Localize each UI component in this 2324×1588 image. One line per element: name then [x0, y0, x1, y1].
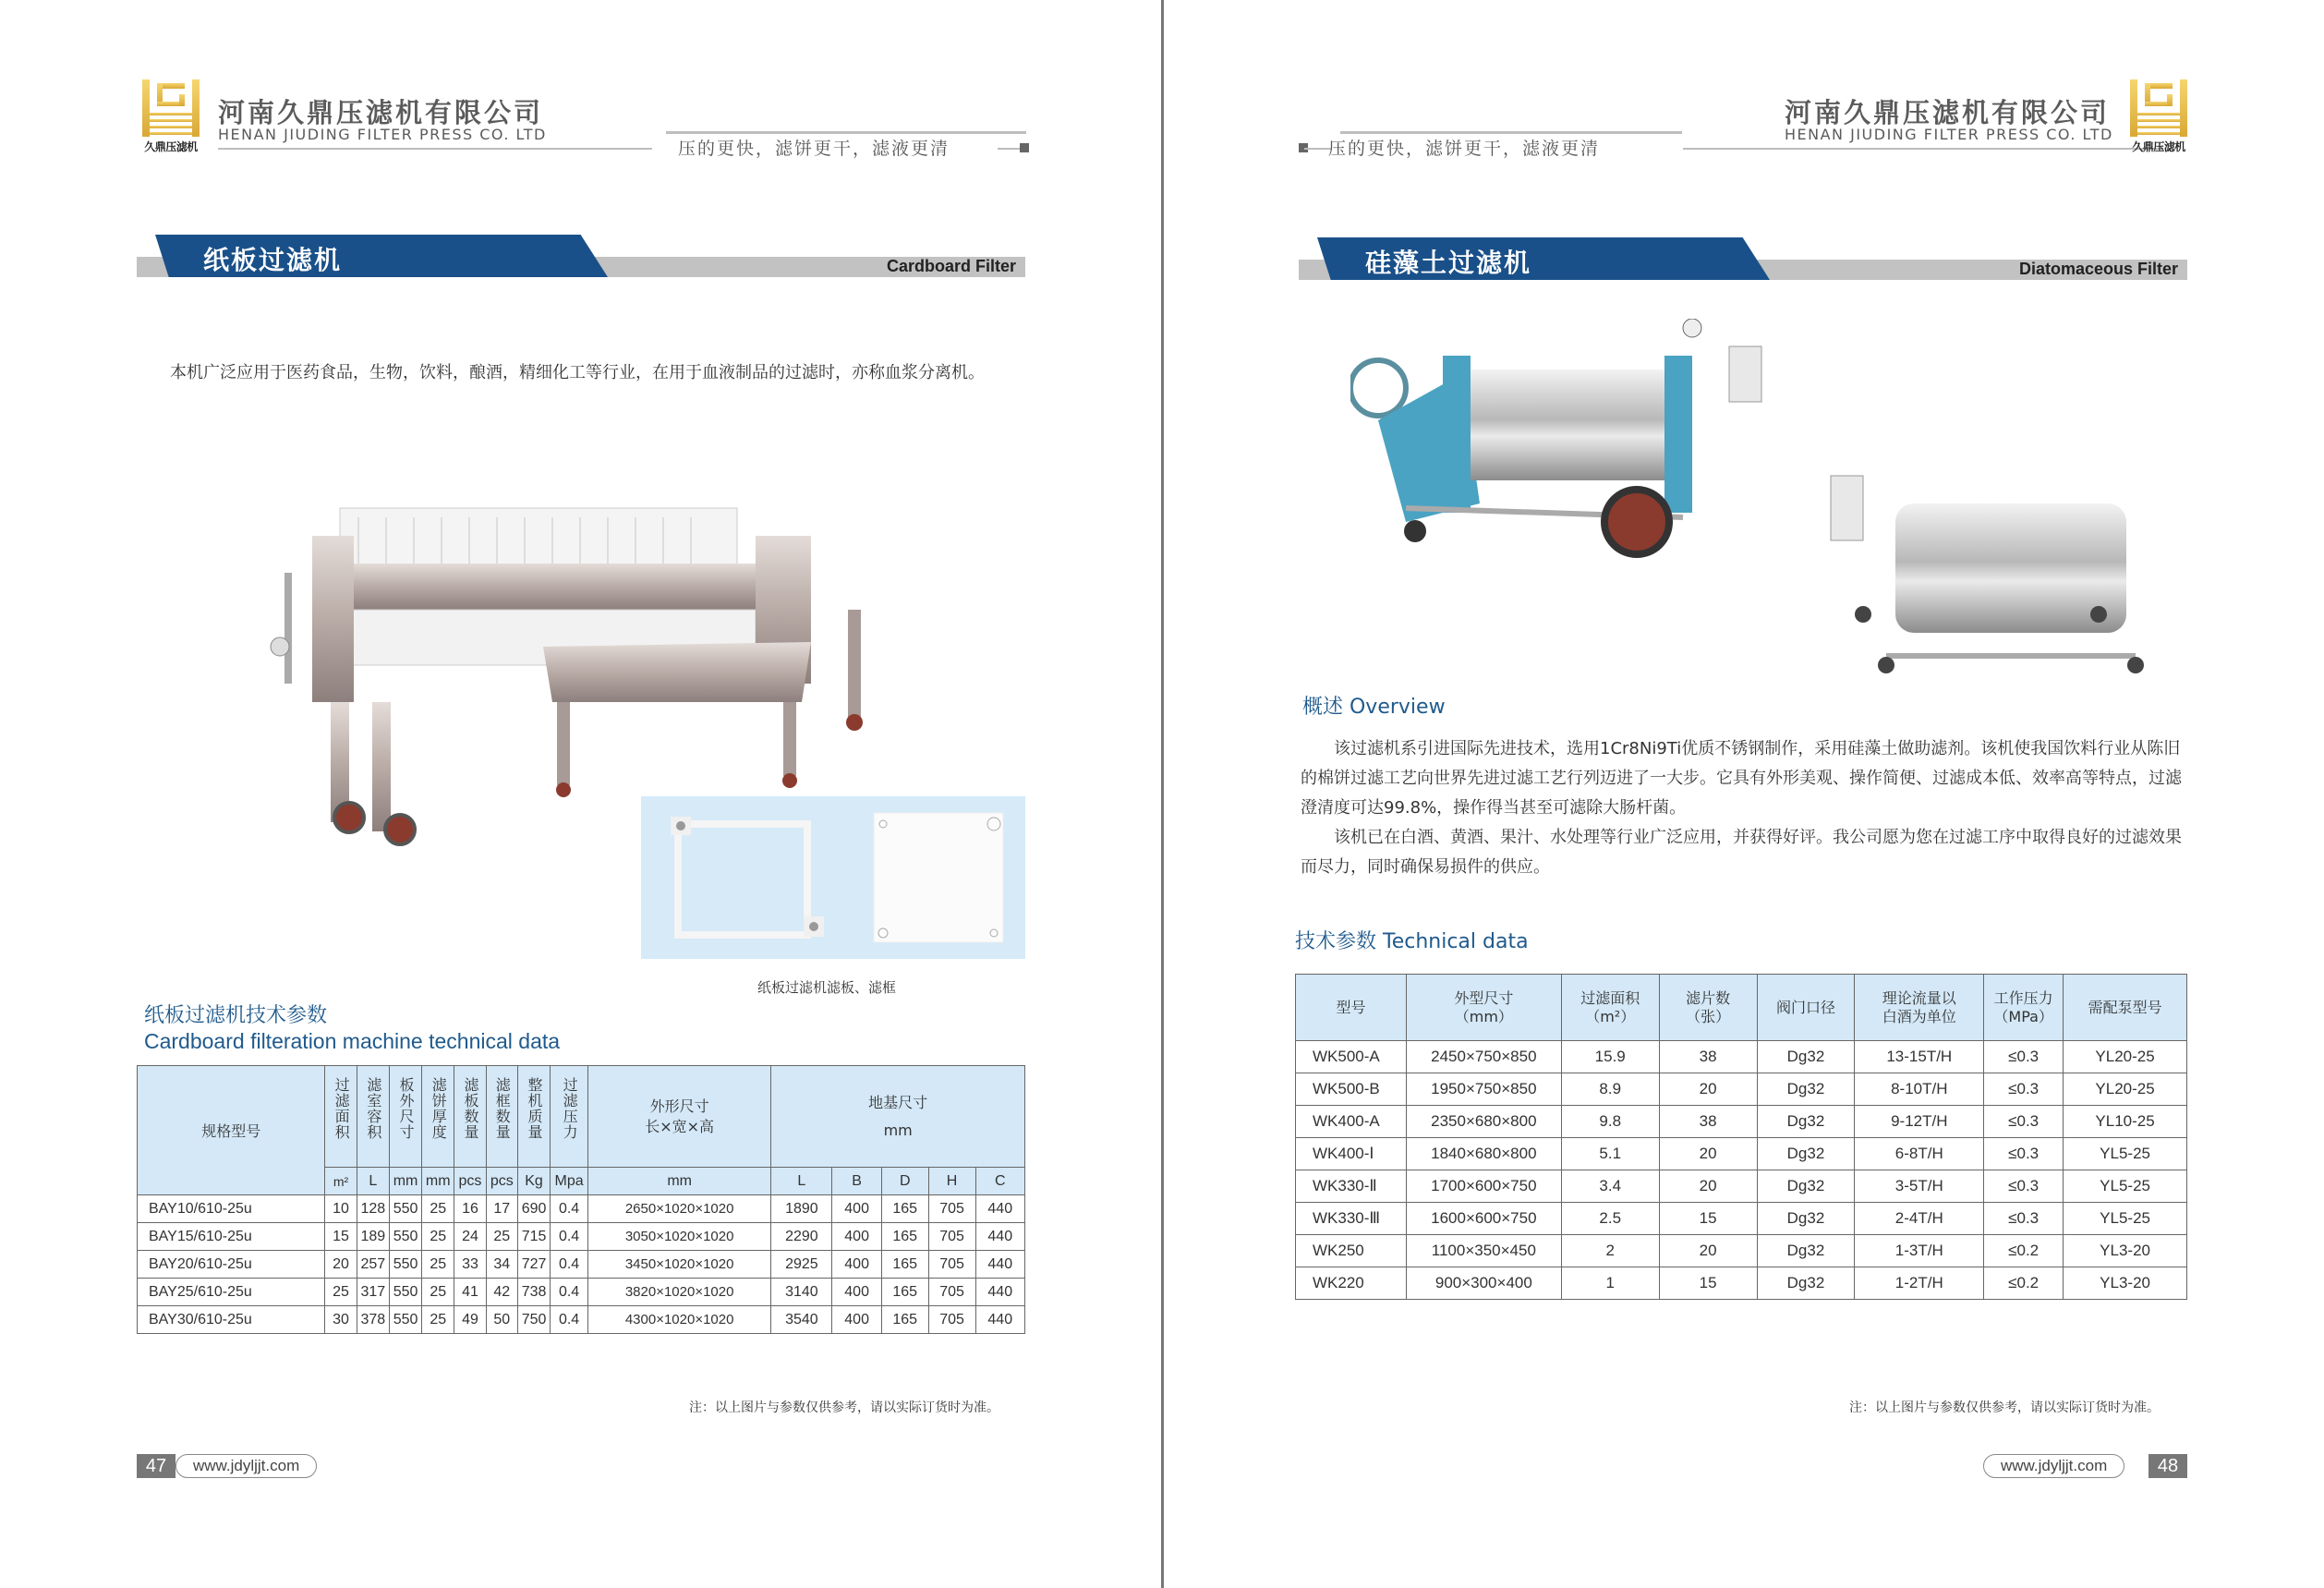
value-cell: 20 [1659, 1073, 1757, 1106]
table-row [138, 1279, 1025, 1306]
company-name-en: HENAN JIUDING FILTER PRESS CO. LTD [218, 126, 547, 143]
value-cell: ≤0.3 [1984, 1041, 2064, 1073]
value-cell: 8.9 [1561, 1073, 1659, 1106]
value-cell: 33 [454, 1251, 486, 1279]
value-cell: 165 [881, 1251, 928, 1279]
header-rule [1683, 148, 2163, 150]
model-cell: WK400-Ⅰ [1296, 1138, 1407, 1170]
value-cell: Dg32 [1757, 1267, 1855, 1300]
value-cell: 690 [517, 1195, 550, 1223]
cardboard-spec-table [137, 1065, 1025, 1334]
value-cell: 20 [325, 1251, 357, 1279]
value-cell: 25 [486, 1223, 517, 1251]
model-cell: WK400-A [1296, 1106, 1407, 1138]
value-cell: 3.4 [1561, 1170, 1659, 1203]
value-cell: 550 [389, 1306, 421, 1334]
unit-frame-count: pcs [486, 1168, 517, 1195]
value-cell: 20 [1659, 1138, 1757, 1170]
value-cell: 15.9 [1561, 1041, 1659, 1073]
overview-paragraphs [1301, 734, 2192, 882]
value-cell: 17 [486, 1195, 517, 1223]
value-cell: 1100×350×450 [1406, 1235, 1561, 1267]
value-cell: 128 [357, 1195, 389, 1223]
value-cell: 705 [928, 1251, 975, 1279]
model-cell: WK330-Ⅱ [1296, 1170, 1407, 1203]
col-header-area: 过滤面积 [325, 1066, 357, 1168]
value-cell: ≤0.2 [1984, 1235, 2064, 1267]
col-header-weight: 整机质量 [517, 1066, 550, 1168]
col-header: 滤片数 （张） [1659, 975, 1757, 1041]
model-cell: BAY10/610-25u [138, 1195, 325, 1223]
page-number: 48 [2148, 1454, 2187, 1478]
table-row [1296, 1203, 2187, 1235]
model-cell: BAY30/610-25u [138, 1306, 325, 1334]
value-cell: 900×300×400 [1406, 1267, 1561, 1300]
base-col-L: L [771, 1168, 832, 1195]
col-header: 型号 [1296, 975, 1407, 1041]
company-name-cn: 河南久鼎压滤机有限公司 [218, 97, 544, 128]
value-cell: 38 [1659, 1041, 1757, 1073]
unit-volume: L [357, 1168, 389, 1195]
value-cell: 3-5T/H [1855, 1170, 1984, 1203]
table-row [138, 1223, 1025, 1251]
left-page [0, 0, 1161, 1588]
value-cell: 2 [1561, 1235, 1659, 1267]
col-header: 阀门口径 [1757, 975, 1855, 1041]
value-cell: 25 [422, 1251, 454, 1279]
value-cell: 550 [389, 1223, 421, 1251]
base-col-H: H [928, 1168, 975, 1195]
value-cell: 16 [454, 1195, 486, 1223]
value-cell: 750 [517, 1306, 550, 1334]
company-logo [2124, 74, 2193, 159]
value-cell: 3050×1020×1020 [587, 1223, 770, 1251]
value-cell: 5.1 [1561, 1138, 1659, 1170]
right-page [1166, 0, 2324, 1588]
overview-title: 概述 Overview [1302, 696, 1446, 719]
logo-caption: 久鼎压滤机 [144, 140, 198, 153]
value-cell: 25 [422, 1279, 454, 1306]
value-cell: 1890 [771, 1195, 832, 1223]
value-cell: 25 [422, 1195, 454, 1223]
value-cell: 13-15T/H [1855, 1041, 1984, 1073]
value-cell: 25 [422, 1306, 454, 1334]
unit-pressure: Mpa [551, 1168, 588, 1195]
overview-paragraph-2: 该机已在白酒、黄酒、果汁、水处理等行业广泛应用，并获得好评。我公司愿为您在过滤工序中取得良好的过滤效果而尽力，同时确保易损件的供应。 [1301, 828, 2182, 877]
value-cell: 15 [325, 1223, 357, 1251]
value-cell: 440 [975, 1279, 1025, 1306]
model-cell: WK330-Ⅲ [1296, 1203, 1407, 1235]
value-cell: 1840×680×800 [1406, 1138, 1561, 1170]
col-header: 理论流量以 白酒为单位 [1855, 975, 1984, 1041]
website-link[interactable]: www.jdyljjt.com [176, 1454, 317, 1478]
table-row [1296, 1235, 2187, 1267]
value-cell: 165 [881, 1223, 928, 1251]
value-cell: 50 [486, 1306, 517, 1334]
value-cell: 400 [832, 1223, 881, 1251]
value-cell: 400 [832, 1306, 881, 1334]
value-cell: 705 [928, 1223, 975, 1251]
model-cell: WK500-B [1296, 1073, 1407, 1106]
slogan: 压的更快，滤饼更干，滤液更清 [678, 139, 950, 159]
company-name-cn: 河南久鼎压滤机有限公司 [1785, 97, 2111, 128]
table-row [1296, 1073, 2187, 1106]
value-cell: YL10-25 [2064, 1106, 2187, 1138]
value-cell: 49 [454, 1306, 486, 1334]
value-cell: 1950×750×850 [1406, 1073, 1561, 1106]
value-cell: 0.4 [551, 1223, 588, 1251]
value-cell: 6-8T/H [1855, 1138, 1984, 1170]
model-cell: BAY25/610-25u [138, 1279, 325, 1306]
value-cell: 440 [975, 1223, 1025, 1251]
col-header: 过滤面积 （m²） [1561, 975, 1659, 1041]
value-cell: 378 [357, 1306, 389, 1334]
table-row [1296, 1138, 2187, 1170]
value-cell: 15 [1659, 1267, 1757, 1300]
value-cell: 2.5 [1561, 1203, 1659, 1235]
section-title-en: Diatomaceous Filter [2018, 260, 2178, 278]
value-cell: 38 [1659, 1106, 1757, 1138]
table-row [1296, 1041, 2187, 1073]
value-cell: 440 [975, 1306, 1025, 1334]
value-cell: YL5-25 [2064, 1138, 2187, 1170]
model-cell: BAY15/610-25u [138, 1223, 325, 1251]
table-row [1296, 1106, 2187, 1138]
slogan: 压的更快，滤饼更干，滤液更清 [1328, 139, 1601, 159]
value-cell: 1600×600×750 [1406, 1203, 1561, 1235]
unit-dimensions: mm [587, 1168, 770, 1195]
value-cell: 738 [517, 1279, 550, 1306]
value-cell: 3140 [771, 1279, 832, 1306]
value-cell: 24 [454, 1223, 486, 1251]
intro-paragraph [137, 358, 1029, 388]
value-cell: 1-2T/H [1855, 1267, 1984, 1300]
company-name-en: HENAN JIUDING FILTER PRESS CO. LTD [1785, 126, 2113, 143]
col-header-plate-count: 滤板数量 [454, 1066, 486, 1168]
value-cell: 3540 [771, 1306, 832, 1334]
value-cell: Dg32 [1757, 1203, 1855, 1235]
col-header-pressure: 过滤压力 [551, 1066, 588, 1168]
value-cell: ≤0.3 [1984, 1073, 2064, 1106]
value-cell: 705 [928, 1306, 975, 1334]
table-row [138, 1251, 1025, 1279]
value-cell: 20 [1659, 1235, 1757, 1267]
base-col-C: C [975, 1168, 1025, 1195]
value-cell: YL5-25 [2064, 1170, 2187, 1203]
table-title-cn: 纸板过滤机技术参数 [144, 1004, 328, 1027]
value-cell: 3450×1020×1020 [587, 1251, 770, 1279]
value-cell: 165 [881, 1306, 928, 1334]
website-link[interactable]: www.jdyljjt.com [1983, 1454, 2124, 1478]
tech-data-title: 技术参数 Technical data [1295, 930, 1529, 953]
table-row [138, 1306, 1025, 1334]
value-cell: 189 [357, 1223, 389, 1251]
unit-cake: mm [422, 1168, 454, 1195]
value-cell: Dg32 [1757, 1235, 1855, 1267]
value-cell: ≤0.3 [1984, 1138, 2064, 1170]
value-cell: 25 [422, 1223, 454, 1251]
col-header-foundation: 地基尺寸 mm [771, 1066, 1025, 1168]
value-cell: 400 [832, 1279, 881, 1306]
base-col-D: D [881, 1168, 928, 1195]
unit-plate-size: mm [389, 1168, 421, 1195]
value-cell: 15 [1659, 1203, 1757, 1235]
value-cell: 8-10T/H [1855, 1073, 1984, 1106]
section-title-en: Cardboard Filter [886, 257, 1016, 275]
value-cell: 1700×600×750 [1406, 1170, 1561, 1203]
value-cell: 727 [517, 1251, 550, 1279]
model-cell: BAY20/610-25u [138, 1251, 325, 1279]
value-cell: YL20-25 [2064, 1041, 2187, 1073]
value-cell: Dg32 [1757, 1073, 1855, 1106]
table-row [138, 1195, 1025, 1223]
disclaimer-note: 注：以上图片与参数仅供参考，请以实际订货时为准。 [1849, 1400, 2160, 1415]
value-cell: 0.4 [551, 1251, 588, 1279]
logo-mark-icon [2130, 79, 2187, 137]
col-header-volume: 滤室容积 [357, 1066, 389, 1168]
table-row [1296, 1267, 2187, 1300]
filter-plates-photo [641, 796, 1025, 959]
value-cell: ≤0.3 [1984, 1170, 2064, 1203]
col-header-plate-size: 板外尺寸 [389, 1066, 421, 1168]
col-header-dimensions: 外形尺寸 长×宽×高 [587, 1066, 770, 1168]
value-cell: 0.4 [551, 1306, 588, 1334]
value-cell: YL20-25 [2064, 1073, 2187, 1106]
col-header-model: 规格型号 [138, 1066, 325, 1195]
value-cell: 0.4 [551, 1195, 588, 1223]
logo-caption: 久鼎压滤机 [2132, 140, 2185, 153]
value-cell: 30 [325, 1306, 357, 1334]
value-cell: 1-3T/H [1855, 1235, 1984, 1267]
value-cell: 2925 [771, 1251, 832, 1279]
model-cell: WK250 [1296, 1235, 1407, 1267]
unit-area: m² [325, 1168, 357, 1195]
diatomaceous-spec-table [1295, 974, 2187, 1300]
company-logo [137, 74, 205, 159]
value-cell: 705 [928, 1279, 975, 1306]
page-number: 47 [137, 1454, 176, 1478]
table-title-en: Cardboard filteration machine technical data [144, 1029, 561, 1053]
value-cell: 317 [357, 1279, 389, 1306]
value-cell: ≤0.3 [1984, 1203, 2064, 1235]
value-cell: 440 [975, 1195, 1025, 1223]
value-cell: 1 [1561, 1267, 1659, 1300]
value-cell: 9-12T/H [1855, 1106, 1984, 1138]
square-bullet-icon [1020, 143, 1029, 152]
value-cell: 165 [881, 1195, 928, 1223]
value-cell: 2450×750×850 [1406, 1041, 1561, 1073]
value-cell: Dg32 [1757, 1041, 1855, 1073]
value-cell: 400 [832, 1195, 881, 1223]
cardboard-filter-photo [238, 480, 885, 850]
unit-weight: Kg [517, 1168, 550, 1195]
section-title-cn: 纸板过滤机 [203, 245, 343, 275]
value-cell: 20 [1659, 1170, 1757, 1203]
value-cell: 2290 [771, 1223, 832, 1251]
model-cell: WK500-A [1296, 1041, 1407, 1073]
value-cell: 2-4T/H [1855, 1203, 1984, 1235]
value-cell: 9.8 [1561, 1106, 1659, 1138]
value-cell: 0.4 [551, 1279, 588, 1306]
value-cell: 257 [357, 1251, 389, 1279]
value-cell: Dg32 [1757, 1170, 1855, 1203]
value-cell: 41 [454, 1279, 486, 1306]
col-header-cake-thickness: 滤饼厚度 [422, 1066, 454, 1168]
col-header: 工作压力 （MPa） [1984, 975, 2064, 1041]
value-cell: Dg32 [1757, 1138, 1855, 1170]
value-cell: YL3-20 [2064, 1267, 2187, 1300]
value-cell: 4300×1020×1020 [587, 1306, 770, 1334]
value-cell: 550 [389, 1279, 421, 1306]
value-cell: 2350×680×800 [1406, 1106, 1561, 1138]
unit-plate-count: pcs [454, 1168, 486, 1195]
value-cell: ≤0.3 [1984, 1106, 2064, 1138]
value-cell: 705 [928, 1195, 975, 1223]
value-cell: 2650×1020×1020 [587, 1195, 770, 1223]
base-col-B: B [832, 1168, 881, 1195]
section-banner [1299, 237, 2187, 280]
col-header: 需配泵型号 [2064, 975, 2187, 1041]
section-title-cn: 硅藻土过滤机 [1365, 248, 1532, 278]
model-cell: WK220 [1296, 1267, 1407, 1300]
value-cell: 25 [325, 1279, 357, 1306]
overview-paragraph-1: 该过滤机系引进国际先进技术，选用1Cr8Ni9Ti优质不锈钢制作，采用硅藻土做助滤剂。该机使我国饮料行业从陈旧的棉饼过滤工艺向世界先进过滤工艺行列迈进了一大步。它具有外形美观、操作简便、过滤成本低、效率高等特点，过滤澄清度可达99.8%，操作得当甚至可滤除大肠杆菌。 [1301, 739, 2182, 818]
value-cell: 550 [389, 1251, 421, 1279]
value-cell: 34 [486, 1251, 517, 1279]
value-cell: 10 [325, 1195, 357, 1223]
value-cell: YL5-25 [2064, 1203, 2187, 1235]
disclaimer-note: 注：以上图片与参数仅供参考，请以实际订货时为准。 [689, 1400, 999, 1415]
diatomaceous-filter-photo [1350, 319, 2145, 679]
value-cell: 42 [486, 1279, 517, 1306]
book-spine [1161, 0, 1164, 1588]
value-cell: 550 [389, 1195, 421, 1223]
col-header-frame-count: 滤框数量 [486, 1066, 517, 1168]
value-cell: Dg32 [1757, 1106, 1855, 1138]
value-cell: 400 [832, 1251, 881, 1279]
logo-mark-icon [142, 79, 200, 137]
value-cell: YL3-20 [2064, 1235, 2187, 1267]
value-cell: 440 [975, 1251, 1025, 1279]
section-banner [137, 235, 1025, 277]
table-row [1296, 1170, 2187, 1203]
plates-caption: 纸板过滤机滤板、滤框 [757, 979, 897, 996]
value-cell: 165 [881, 1279, 928, 1306]
intro-text: 本机广泛应用于医药食品，生物，饮料，酿酒，精细化工等行业，在用于血液制品的过滤时，亦称血浆分离机。 [170, 363, 985, 382]
value-cell: 715 [517, 1223, 550, 1251]
value-cell: 3820×1020×1020 [587, 1279, 770, 1306]
header-rule [218, 148, 652, 150]
col-header: 外型尺寸 （mm） [1406, 975, 1561, 1041]
value-cell: ≤0.2 [1984, 1267, 2064, 1300]
